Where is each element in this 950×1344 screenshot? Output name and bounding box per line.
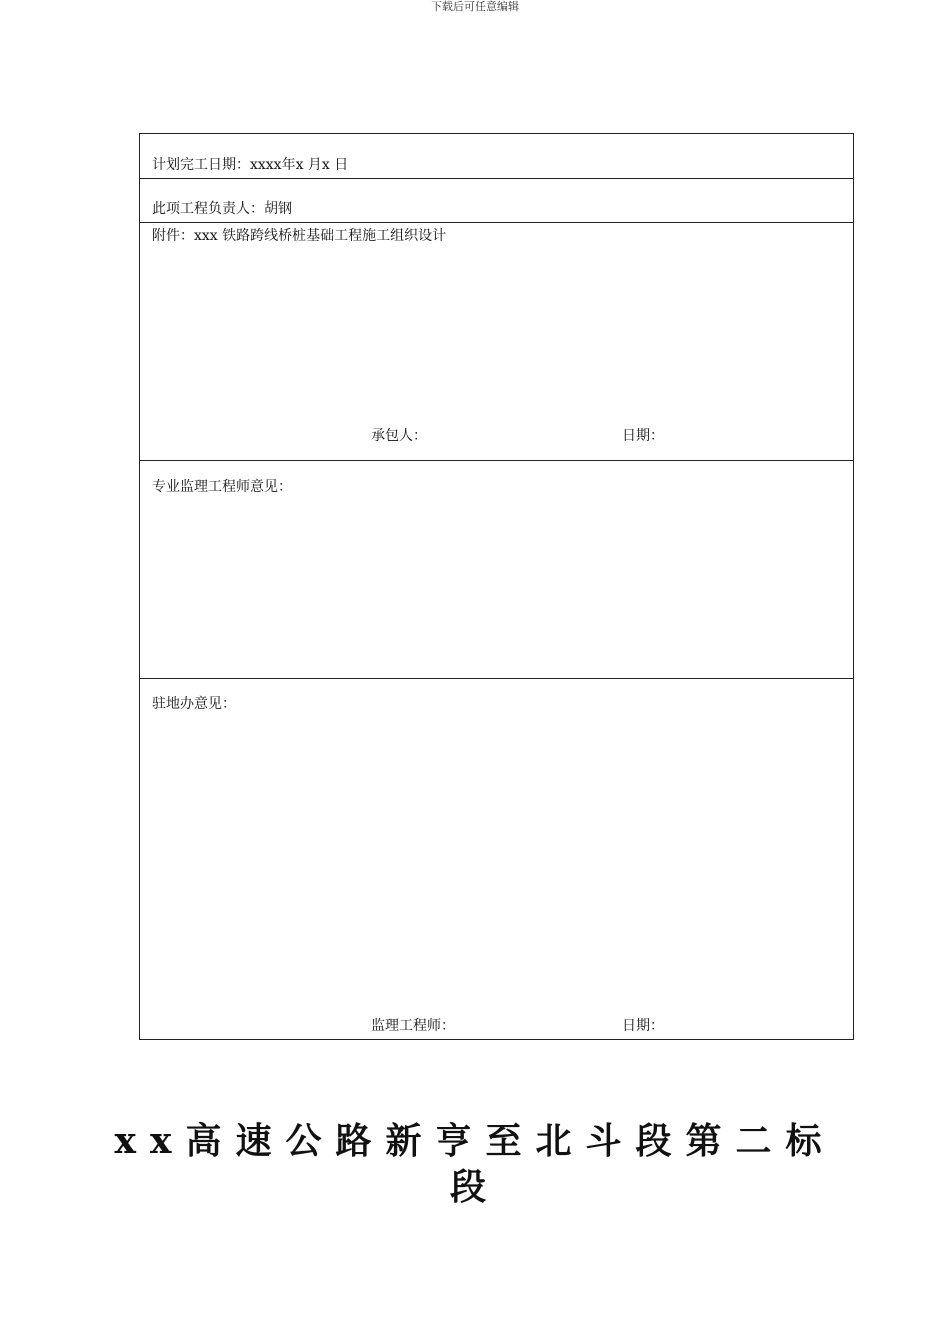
contractor-date-label: 日期： [622, 428, 664, 444]
header-note: 下载后可任意编辑 [431, 0, 519, 13]
engineer-opinion-row [140, 461, 853, 679]
attachment-text: 附件：xxx 铁路跨线桥桩基础工程施工组织设计 [152, 228, 447, 244]
title-line-2: 段 [449, 1166, 500, 1208]
resident-office-opinion-label: 驻地办意见： [152, 696, 236, 712]
contractor-label: 承包人： [371, 428, 427, 444]
engineer-opinion-label: 专业监理工程师意见： [152, 479, 292, 495]
completion-date-text: 计划完工日期：xxxx年x 月x 日 [152, 157, 349, 173]
supervisor-label: 监理工程师： [371, 1018, 455, 1034]
attachment-row [140, 223, 853, 461]
supervisor-date-label: 日期： [622, 1018, 664, 1034]
form-table [139, 133, 854, 1040]
completion-date-row [140, 134, 853, 179]
person-in-charge-row [140, 179, 853, 223]
person-in-charge-text: 此项工程负责人：胡钢 [152, 201, 292, 217]
document-title [0, 1118, 950, 1210]
resident-office-opinion-row [140, 679, 853, 1039]
title-line-1: xx高速公路新亨至北斗段第二标 [114, 1120, 836, 1162]
